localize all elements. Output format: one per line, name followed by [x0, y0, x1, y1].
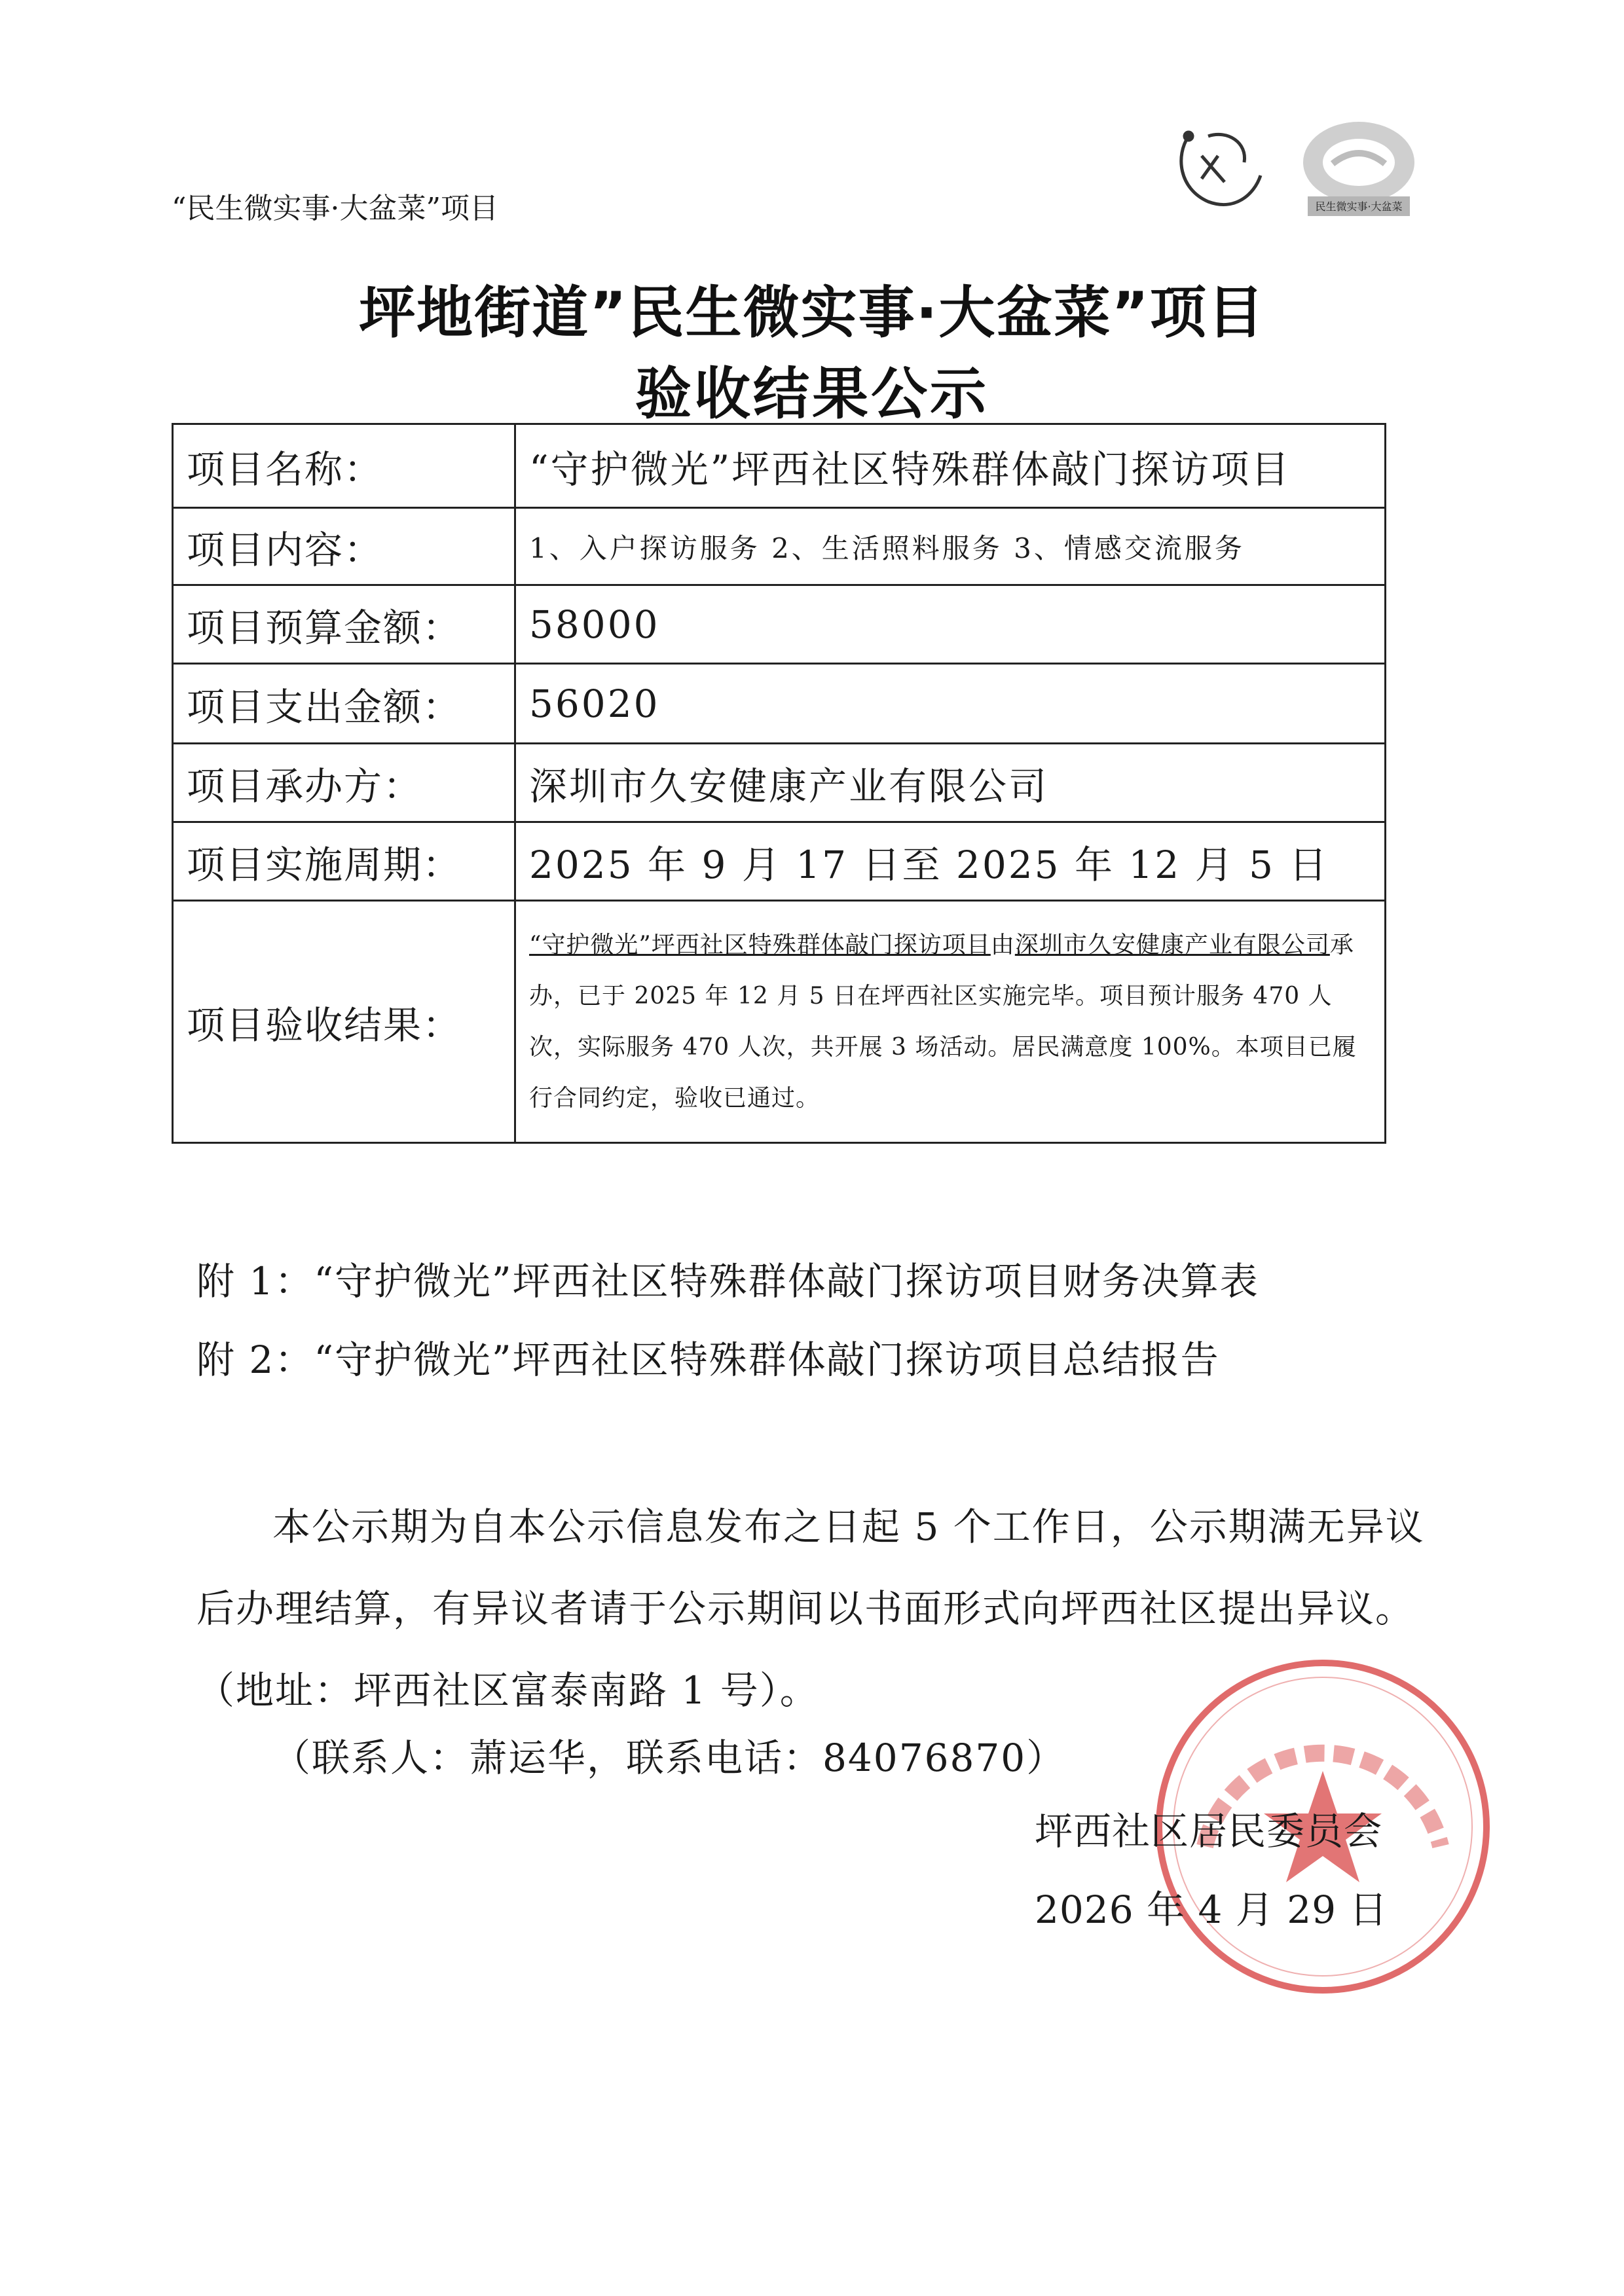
- row-value-acceptance: [515, 901, 1386, 1143]
- contact-line: （联系人：萧运华，联系电话：84076870）: [272, 1736, 1066, 1780]
- table-row: [173, 585, 1386, 664]
- page-title-line1: 坪地街道”民生微实事·大盆菜”项目: [359, 280, 1265, 346]
- party-emblem-icon: [1181, 132, 1261, 204]
- row-value-project-content: 1、入户探访服务 2、生活照料服务 3、情感交流服务: [515, 508, 1386, 585]
- attachment-2: 附 2：“守护微光”坪西社区特殊群体敲门探访项目总结报告: [196, 1338, 1220, 1382]
- table-row: [173, 424, 1386, 508]
- project-info-table: [172, 423, 1386, 1144]
- row-label-expense: 项目支出金额：: [173, 664, 515, 744]
- result-company-name: 深圳市久安健康产业有限公司: [1014, 931, 1330, 958]
- signature-date: 2026 年 4 月 29 日: [1035, 1887, 1388, 1932]
- notice-paragraph: 本公示期为自本公示信息发布之日起 5 个工作日，公示期满无异议后办理结算，有异议者请于公示期间以书面形式向坪西社区提出异议。（地址：坪西社区富泰南路 1 号）。: [196, 1504, 1425, 1713]
- row-label-project-content: 项目内容：: [173, 508, 515, 585]
- row-value-period: 2025 年 9 月 17 日至 2025 年 12 月 5 日: [515, 822, 1386, 901]
- project-tagline: “民生微实事·大盆菜”项目: [172, 192, 498, 225]
- table-row: [173, 664, 1386, 744]
- table-row: [173, 508, 1386, 585]
- row-value-contractor: 深圳市久安健康产业有限公司: [515, 744, 1386, 822]
- row-label-budget: 项目预算金额：: [173, 585, 515, 664]
- page-title-line2: 验收结果公示: [635, 361, 989, 427]
- row-label-contractor: 项目承办方：: [173, 744, 515, 822]
- dapencai-logo-icon: [1303, 122, 1414, 216]
- table-row: [173, 901, 1386, 1143]
- table-row: [173, 822, 1386, 901]
- signature-organization: 坪西社区居民委员会: [1035, 1809, 1383, 1853]
- row-label-acceptance: 项目验收结果：: [173, 901, 515, 1143]
- row-value-expense: 56020: [515, 664, 1386, 744]
- result-text-1: 由: [990, 931, 1015, 958]
- attachment-1: 附 1：“守护微光”坪西社区特殊群体敲门探访项目财务决算表: [196, 1259, 1259, 1303]
- row-value-project-name: “守护微光”坪西社区特殊群体敲门探访项目: [515, 424, 1386, 508]
- row-label-period: 项目实施周期：: [173, 822, 515, 901]
- header-logos: [1162, 110, 1424, 228]
- dapencai-logo-text: 民生微实事·大盆菜: [1315, 200, 1403, 213]
- result-project-name: “守护微光”坪西社区特殊群体敲门探访项目: [529, 931, 991, 958]
- row-value-budget: 58000: [515, 585, 1386, 664]
- result-text-2: 承办，已于 2025 年 12 月 5 日在坪西社区实施完毕。项目预计服务 470 人次，实际服务 470 人次，共开展 3 场活动。居民满意度 100%。本项目已履行合同约定，验收已通过。: [529, 931, 1357, 1112]
- table-row: [173, 744, 1386, 822]
- row-label-project-name: 项目名称：: [173, 424, 515, 508]
